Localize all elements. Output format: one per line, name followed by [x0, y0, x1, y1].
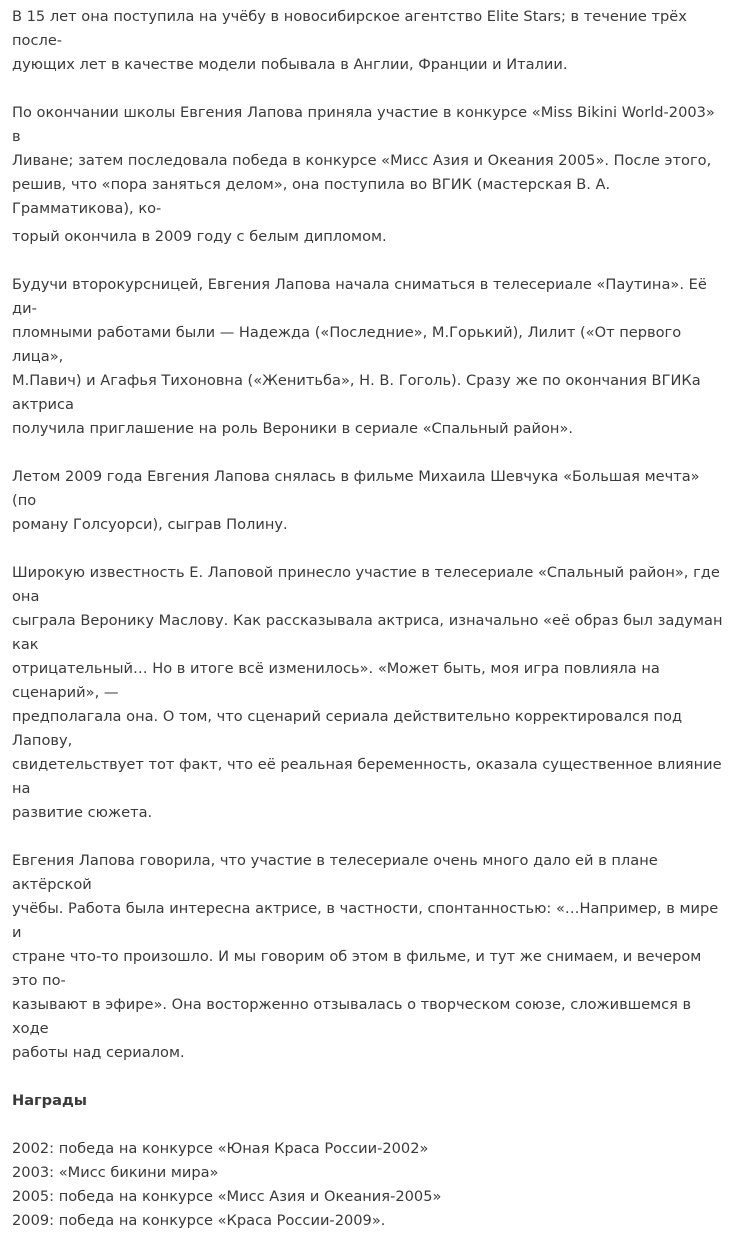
- award-item: 2003: «Мисс бикини мира»: [12, 1164, 219, 1181]
- paragraph-education-line: торый окончила в 2009 году с белым дипломом.: [12, 228, 387, 245]
- paragraph-education-line: Ливане; затем последовала победа в конкурсе «Мисс Азия и Океания 2005». После этого,: [12, 152, 712, 169]
- paragraph-series-experience: Евгения Лапова говорила, что участие в телесериале очень много дало ей в плане актёрской учёбы. Работа была интересна актрисе, в частности, спонтанностью: «…Например, в мире и стране что-то произошло. И мы говорим об этом в фильме, и тут же снимаем, и вечером это по- казывают в эфире». Она восторженно отзывалась о творческом союзе, сложившемся в ходе работы над сериалом.: [12, 852, 719, 1061]
- paragraph-film-role: Летом 2009 года Евгения Лапова снялась в фильме Михаила Шевчука «Большая мечта» (по роману Голсуорси), сыграв Полину.: [12, 468, 700, 533]
- paragraph-education: [12, 101, 726, 249]
- awards-heading: Награды: [12, 1092, 87, 1109]
- award-item: 2002: победа на конкурсе «Юная Краса России-2002»: [12, 1140, 429, 1157]
- awards-list: [12, 1137, 726, 1233]
- paragraph-early-career: В 15 лет она поступила на учёбу в новосибирское агентство Elite Stars; в течение трёх после- дующих лет в качестве модели побывала в Англии, Франции и Италии.: [12, 8, 687, 73]
- paragraph-education-line: решив, что «пора заняться делом», она поступила во ВГИК (мастерская В. А. Грамматикова), ко-: [12, 176, 611, 217]
- award-item: 2009: победа на конкурсе «Краса России-2009».: [12, 1212, 386, 1229]
- paragraph-education-line: По окончании школы Евгения Лапова приняла участие в конкурсе «Miss Bikini World-2003» в: [12, 104, 715, 145]
- paragraph-student-roles: Будучи второкурсницей, Евгения Лапова начала сниматься в телесериале «Паутина». Её ди- пломными работами были — Надежда («Последние», М.Горький), Лилит («От первого лица», М.Павич) и Агафья Тихоновна («Женитьба», Н. В. Гоголь). Сразу же по окончания ВГИКа актриса получила приглашение на роль Вероники в сериале «Спальный район».: [12, 276, 707, 437]
- award-item: 2005: победа на конкурсе «Мисс Азия и Океания-2005»: [12, 1188, 442, 1205]
- paragraph-series-fame: Широкую известность Е. Лаповой принесло участие в телесериале «Спальный район», где она сыграла Веронику Маслову. Как рассказывала актриса, изначально «её образ был задуман как отрицательный… Но в итоге всё изменилось». «Может быть, моя игра повлияла на сценарий», — предполагала она. О том, что сценарий сериала действительно корректировался под Лапову, свидетельствует тот факт, что её реальная беременность, оказала существенное влияние на развитие сюжета.: [12, 564, 723, 821]
